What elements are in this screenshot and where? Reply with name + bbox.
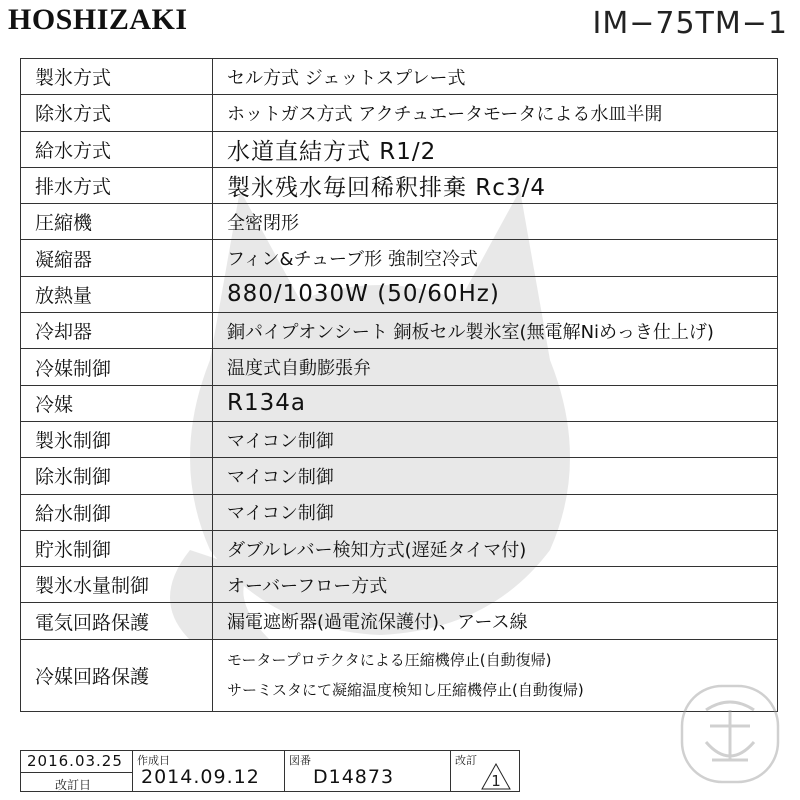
row-label: 除氷制御 <box>21 458 213 494</box>
model-number: IM−75TM−1 <box>592 6 788 41</box>
row-value: 製氷残水毎回稀釈排棄 Rc3/4 <box>213 167 778 203</box>
row-label: 製氷方式 <box>21 59 213 95</box>
table-row <box>21 421 778 457</box>
created-date: 2014.09.12 <box>141 766 260 788</box>
row-label: 圧縮機 <box>21 204 213 240</box>
row-value: オーバーフロー方式 <box>213 567 778 603</box>
table-row <box>21 349 778 385</box>
table-row <box>21 603 778 639</box>
table-row <box>21 95 778 131</box>
table-row <box>21 385 778 421</box>
row-label: 凝縮器 <box>21 240 213 276</box>
revision-date-label: 改訂日 <box>55 778 92 792</box>
drawing-number: D14873 <box>313 766 395 788</box>
row-label: 貯氷制御 <box>21 530 213 566</box>
table-row <box>21 639 778 711</box>
table-row <box>21 204 778 240</box>
revision-label: 改訂 <box>455 754 477 767</box>
row-label: 給水方式 <box>21 131 213 167</box>
table-row <box>21 530 778 566</box>
row-label: 電気回路保護 <box>21 603 213 639</box>
table-row <box>21 313 778 349</box>
row-label: 冷却器 <box>21 313 213 349</box>
table-row <box>21 458 778 494</box>
row-value: 銅パイプオンシート 銅板セル製氷室(無電解Niめっき仕上げ) <box>213 313 778 349</box>
drawing-label: 図番 <box>289 754 311 767</box>
created-cell <box>133 751 285 791</box>
row-value: R134a <box>213 385 778 421</box>
row-label: 冷媒 <box>21 385 213 421</box>
table-row <box>21 131 778 167</box>
table-row <box>21 167 778 203</box>
row-value-line2: サーミスタにて凝縮温度検知し圧縮機停止(自動復帰) <box>227 681 584 700</box>
drawing-cell <box>285 751 451 791</box>
row-label: 冷媒回路保護 <box>21 639 213 711</box>
row-value: マイコン制御 <box>213 458 778 494</box>
table-row <box>21 240 778 276</box>
revision-number: 1 <box>491 772 501 790</box>
row-value: フィン&チューブ形 強制空冷式 <box>213 240 778 276</box>
row-value: 880/1030W (50/60Hz) <box>213 276 778 312</box>
row-label: 排水方式 <box>21 167 213 203</box>
row-value: 水道直結方式 R1/2 <box>213 131 778 167</box>
brand-logo: HOSHIZAKI <box>8 3 188 36</box>
table-row <box>21 567 778 603</box>
row-value: 全密閉形 <box>213 204 778 240</box>
row-label: 放熱量 <box>21 276 213 312</box>
row-label: 除氷方式 <box>21 95 213 131</box>
row-label: 給水制御 <box>21 494 213 530</box>
row-value: ホットガス方式 アクチュエータモータによる水皿半開 <box>213 95 778 131</box>
row-value: マイコン制御 <box>213 494 778 530</box>
row-value: ダブルレバー検知方式(遅延タイマ付) <box>213 530 778 566</box>
revision-date: 2016.03.25 <box>27 752 123 770</box>
shop-seal-icon <box>676 680 784 788</box>
row-label: 冷媒制御 <box>21 349 213 385</box>
revision-cell <box>451 751 519 791</box>
row-value: マイコン制御 <box>213 421 778 457</box>
table-row <box>21 494 778 530</box>
row-value: 温度式自動膨張弁 <box>213 349 778 385</box>
row-value: 漏電遮断器(過電流保護付)、アース線 <box>213 603 778 639</box>
row-label: 製氷水量制御 <box>21 567 213 603</box>
table-row <box>21 276 778 312</box>
title-block <box>20 750 520 792</box>
revision-triangle-icon <box>481 763 511 790</box>
table-row <box>21 59 778 95</box>
row-label: 製氷制御 <box>21 421 213 457</box>
revision-date-cell <box>21 751 133 791</box>
row-value-line1: モータープロテクタによる圧縮機停止(自動復帰) <box>227 651 552 670</box>
created-label: 作成日 <box>137 754 170 767</box>
row-value: セル方式 ジェットスプレー式 <box>213 59 778 95</box>
spec-table <box>20 58 778 712</box>
